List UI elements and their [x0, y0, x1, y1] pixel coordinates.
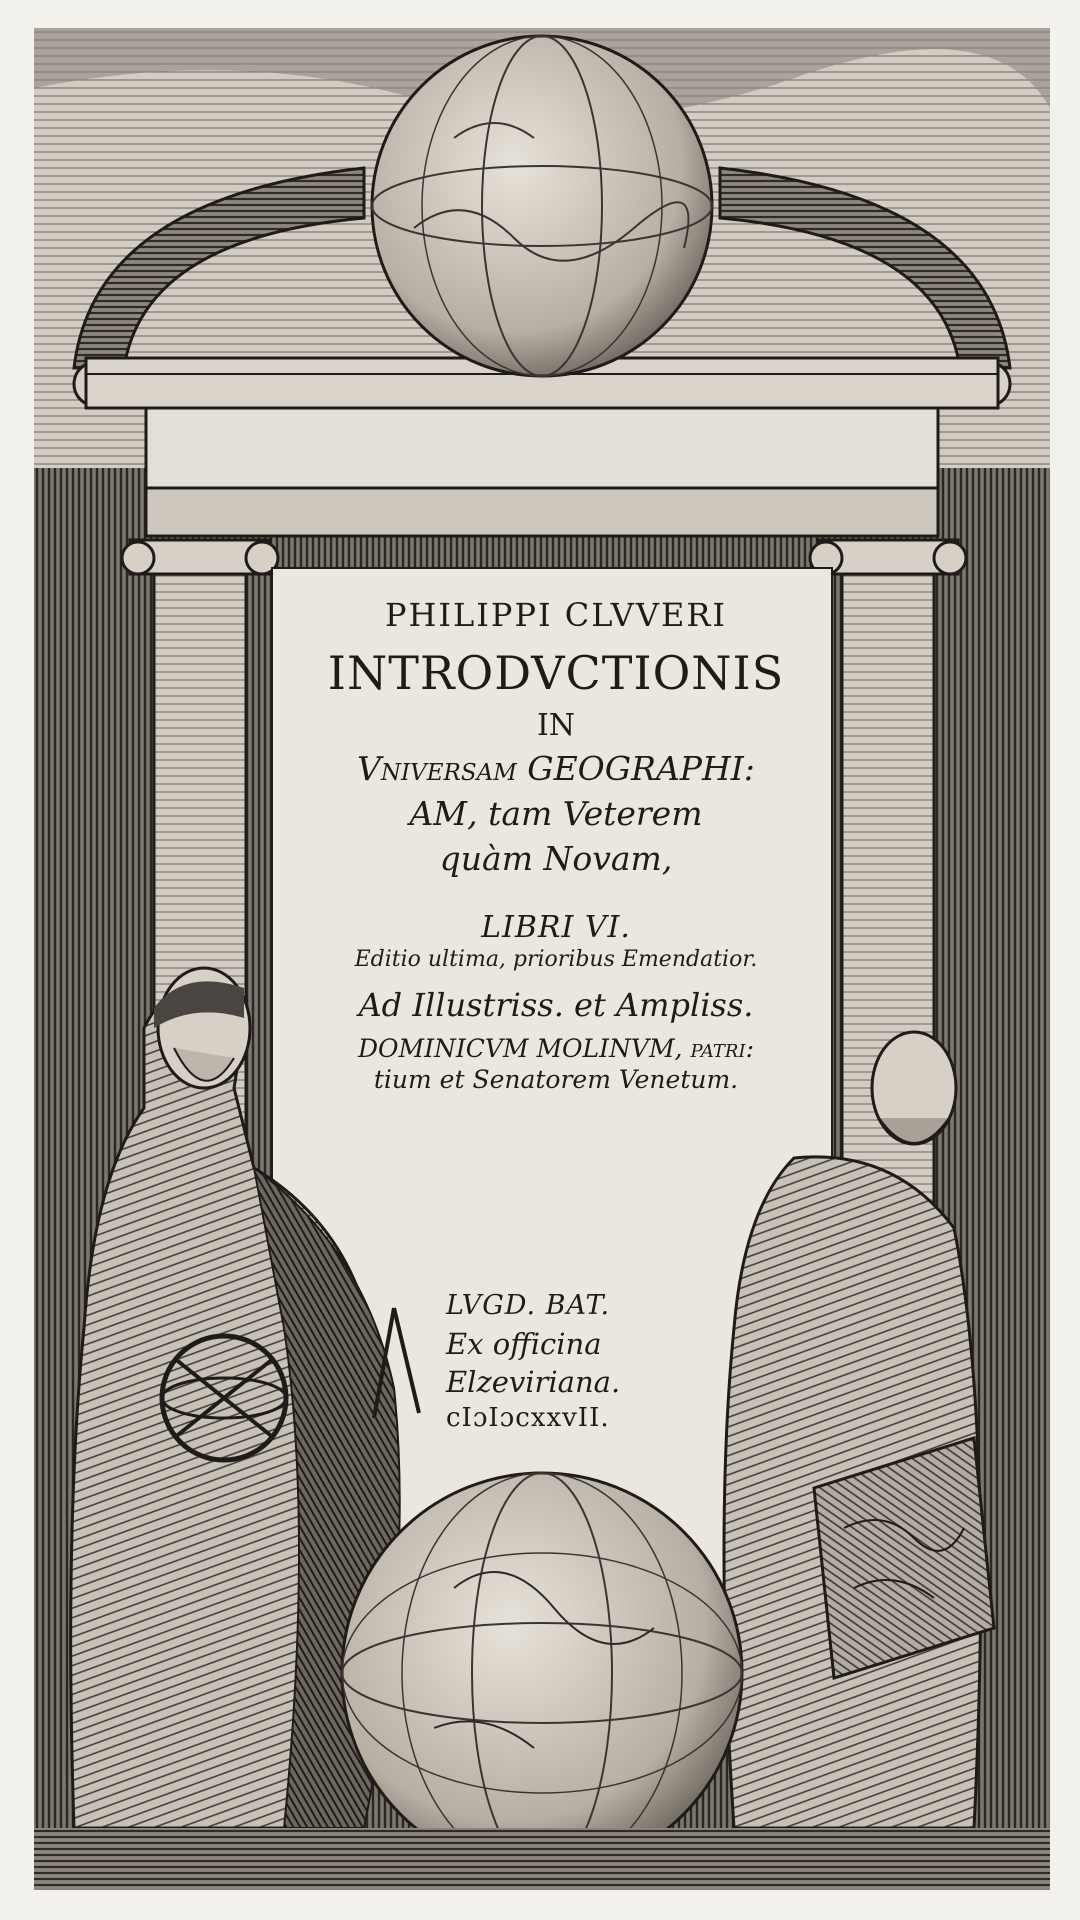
dedicatee-line-2: tium et Senatorem Venetum.: [373, 1065, 739, 1094]
imprint-year: cIɔIɔcxxvII.: [446, 1403, 610, 1433]
subtitle-line-2: AM, tam Veterem: [409, 794, 703, 833]
imprint-place: LVGD. BAT.: [446, 1290, 611, 1321]
libri-count: LIBRI VI.: [481, 910, 631, 945]
frieze: [146, 408, 938, 488]
title-in: IN: [536, 708, 576, 743]
ground: [34, 1828, 1050, 1890]
architrave: [146, 488, 938, 536]
book-title: INTRODVCTIONIS: [327, 646, 785, 700]
author-name: PHILIPPI CLVVERI: [384, 596, 728, 634]
imprint-block: [446, 1290, 620, 1433]
engraved-plate: [34, 28, 1050, 1890]
subtitle-line-3: quàm Novam,: [439, 839, 673, 878]
imprint-press-2: Elzeviriana.: [446, 1365, 621, 1399]
imprint-press-1: Ex officina: [446, 1327, 602, 1361]
subtitle-line-1: Vniversam GEOGRAPHI:: [357, 749, 755, 788]
title-block: [286, 558, 826, 1094]
dedication-line: Ad Illustriss. et Ampliss.: [358, 986, 754, 1024]
edition-note: Editio ultima, prioribus Emendatior.: [354, 947, 758, 972]
celestial-globe: [372, 36, 712, 376]
dedicatee-line-1: DOMINICVM MOLINVM, patri:: [357, 1034, 755, 1063]
terrestrial-globe: [342, 1473, 742, 1873]
